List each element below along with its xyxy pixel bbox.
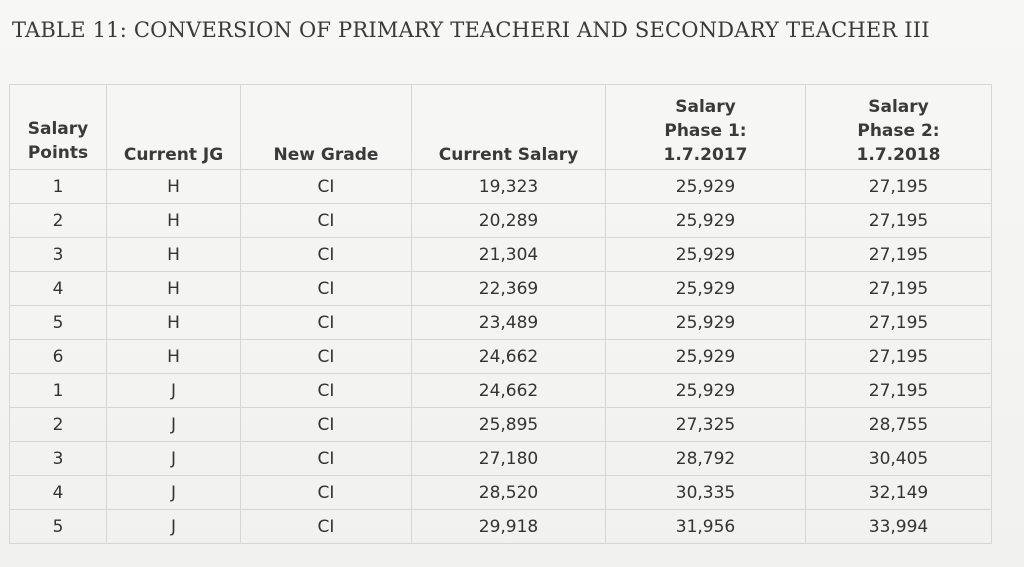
cell-new-grade: CI (241, 238, 412, 272)
cell-current-jg: H (107, 238, 241, 272)
cell-current-jg: H (107, 170, 241, 204)
conversion-table (9, 84, 992, 544)
table-title: TABLE 11: CONVERSION OF PRIMARY TEACHERI AND SECONDARY TEACHER III (12, 18, 930, 42)
cell-current-jg: J (107, 510, 241, 544)
cell-current-salary: 19,323 (412, 170, 606, 204)
cell-phase-1: 28,792 (606, 442, 806, 476)
cell-salary-point: 1 (10, 374, 107, 408)
cell-salary-point: 4 (10, 476, 107, 510)
cell-phase-2: 27,195 (806, 272, 992, 306)
table-header-row (10, 85, 992, 170)
header-current-jg: Current JG (107, 85, 241, 170)
cell-current-salary: 27,180 (412, 442, 606, 476)
cell-new-grade: CI (241, 476, 412, 510)
cell-salary-point: 6 (10, 340, 107, 374)
cell-phase-1: 27,325 (606, 408, 806, 442)
cell-salary-point: 1 (10, 170, 107, 204)
table-row (10, 476, 992, 510)
cell-new-grade: CI (241, 340, 412, 374)
header-salary-points: Salary Points (10, 85, 107, 170)
cell-new-grade: CI (241, 170, 412, 204)
header-new-grade: New Grade (241, 85, 412, 170)
cell-new-grade: CI (241, 374, 412, 408)
cell-current-salary: 24,662 (412, 374, 606, 408)
cell-phase-2: 27,195 (806, 340, 992, 374)
cell-phase-1: 30,335 (606, 476, 806, 510)
cell-current-salary: 29,918 (412, 510, 606, 544)
cell-phase-2: 32,149 (806, 476, 992, 510)
table-row (10, 306, 992, 340)
cell-phase-1: 25,929 (606, 170, 806, 204)
table-row (10, 238, 992, 272)
cell-phase-1: 25,929 (606, 340, 806, 374)
cell-phase-2: 27,195 (806, 170, 992, 204)
cell-current-jg: H (107, 204, 241, 238)
cell-new-grade: CI (241, 306, 412, 340)
cell-phase-1: 25,929 (606, 374, 806, 408)
cell-salary-point: 3 (10, 238, 107, 272)
table-row (10, 408, 992, 442)
cell-phase-1: 25,929 (606, 306, 806, 340)
table-row (10, 170, 992, 204)
table-row (10, 510, 992, 544)
cell-new-grade: CI (241, 272, 412, 306)
cell-phase-1: 25,929 (606, 238, 806, 272)
cell-phase-2: 27,195 (806, 204, 992, 238)
cell-current-salary: 28,520 (412, 476, 606, 510)
cell-salary-point: 2 (10, 408, 107, 442)
cell-phase-1: 31,956 (606, 510, 806, 544)
cell-current-salary: 20,289 (412, 204, 606, 238)
cell-current-jg: H (107, 340, 241, 374)
cell-current-jg: J (107, 408, 241, 442)
table-row (10, 340, 992, 374)
header-salary-phase-1: Salary Phase 1: 1.7.2017 (606, 85, 806, 170)
cell-phase-1: 25,929 (606, 272, 806, 306)
cell-new-grade: CI (241, 204, 412, 238)
table-row (10, 204, 992, 238)
table-row (10, 442, 992, 476)
cell-current-jg: H (107, 272, 241, 306)
cell-current-salary: 24,662 (412, 340, 606, 374)
cell-current-salary: 22,369 (412, 272, 606, 306)
cell-current-jg: J (107, 374, 241, 408)
cell-current-salary: 21,304 (412, 238, 606, 272)
cell-new-grade: CI (241, 510, 412, 544)
cell-phase-2: 28,755 (806, 408, 992, 442)
cell-current-salary: 23,489 (412, 306, 606, 340)
cell-salary-point: 5 (10, 510, 107, 544)
cell-salary-point: 4 (10, 272, 107, 306)
table-row (10, 272, 992, 306)
cell-new-grade: CI (241, 408, 412, 442)
cell-phase-1: 25,929 (606, 204, 806, 238)
cell-salary-point: 5 (10, 306, 107, 340)
cell-current-jg: J (107, 476, 241, 510)
cell-new-grade: CI (241, 442, 412, 476)
cell-phase-2: 33,994 (806, 510, 992, 544)
header-salary-phase-2: Salary Phase 2: 1.7.2018 (806, 85, 992, 170)
cell-salary-point: 3 (10, 442, 107, 476)
cell-phase-2: 30,405 (806, 442, 992, 476)
cell-phase-2: 27,195 (806, 374, 992, 408)
cell-phase-2: 27,195 (806, 238, 992, 272)
cell-phase-2: 27,195 (806, 306, 992, 340)
cell-current-jg: H (107, 306, 241, 340)
table-row (10, 374, 992, 408)
header-current-salary: Current Salary (412, 85, 606, 170)
cell-salary-point: 2 (10, 204, 107, 238)
cell-current-salary: 25,895 (412, 408, 606, 442)
cell-current-jg: J (107, 442, 241, 476)
